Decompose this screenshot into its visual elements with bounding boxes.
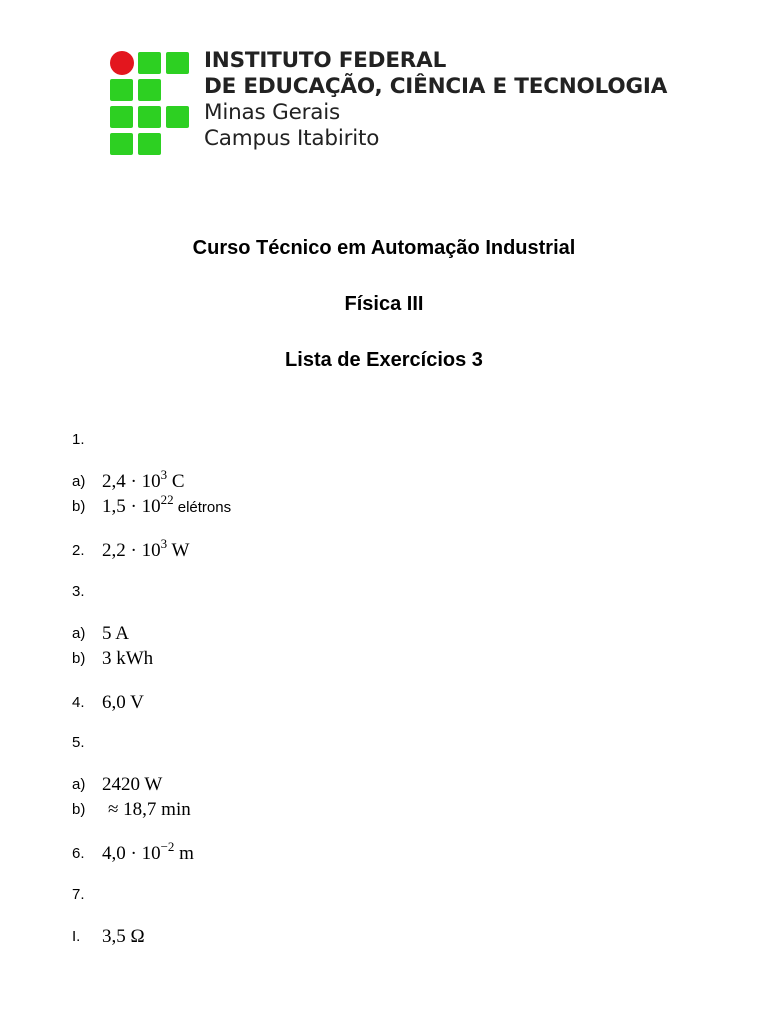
logo-line-institute: INSTITUTO FEDERAL (204, 48, 447, 73)
logo-line-campus: Campus Itabirito (204, 126, 380, 151)
subject-title: Física III (344, 293, 424, 315)
item-number: 1. (72, 431, 85, 448)
item-letter: b) (72, 801, 86, 818)
exponent: 3 (160, 467, 168, 482)
answer-value: 5 A (102, 623, 129, 644)
exponent: 22 (160, 492, 174, 507)
logo-line-education: DE EDUCAÇÃO, CIÊNCIA E TECNOLOGIA (204, 74, 668, 99)
answer-value: 3,5 Ω (102, 926, 145, 947)
logo-green-square (166, 106, 189, 128)
answer-value: 3 kWh (102, 648, 154, 669)
answer-value: ≈ 18,7 min (108, 799, 191, 820)
logo-green-square (138, 79, 161, 101)
item-number: 7. (72, 886, 85, 903)
answer-value: $4,0 \cdot 10^{-2}$ m (102, 839, 194, 864)
logo-line-state: Minas Gerais (204, 100, 341, 125)
answer-value: 6,0 V (102, 692, 144, 713)
item-roman: I. (72, 928, 81, 945)
answer-value: $1,5 \cdot 10^{22}$ elétrons (102, 492, 232, 517)
item-number: 3. (72, 583, 85, 600)
item-letter: b) (72, 498, 86, 515)
logo-mark (110, 51, 192, 155)
institution-logo (110, 48, 710, 168)
exponent: 3 (160, 536, 168, 551)
logo-green-square (110, 79, 133, 101)
item-number: 6. (72, 845, 85, 862)
item-letter: a) (72, 473, 86, 490)
item-letter: a) (72, 776, 86, 793)
answer-value: $2,4 \cdot 10^3$ C (102, 467, 185, 492)
logo-red-circle (110, 51, 134, 75)
course-title: Curso Técnico em Automação Industrial (192, 237, 576, 259)
item-letter: a) (72, 625, 86, 642)
logo-green-square (166, 52, 189, 74)
item-number: 2. (72, 542, 85, 559)
answer-value: 2420 W (102, 774, 163, 795)
logo-green-square (110, 133, 133, 155)
logo-green-square (138, 52, 161, 74)
exercise-list-title: Lista de Exercícios 3 (285, 349, 483, 371)
logo-green-square (110, 106, 133, 128)
logo-green-square (138, 106, 161, 128)
item-number: 4. (72, 694, 85, 711)
logo-wordmark (204, 48, 667, 152)
exponent: −2 (160, 839, 175, 854)
logo-green-square (138, 133, 161, 155)
item-letter: b) (72, 650, 86, 667)
item-number: 5. (72, 734, 85, 751)
answer-value: $2,2 \cdot 10^3$ W (102, 536, 190, 561)
